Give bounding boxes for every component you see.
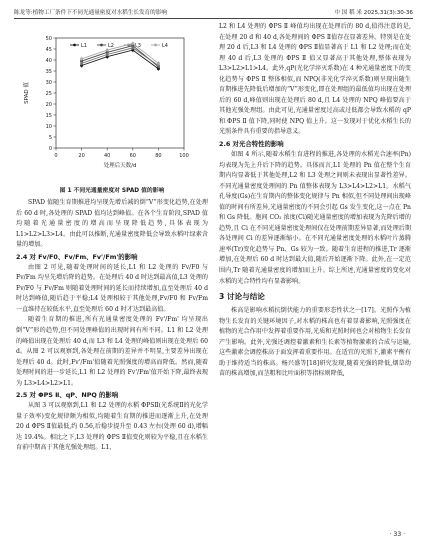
x-tick-label: 80 (155, 153, 162, 159)
y-tick-label: 30 (45, 79, 52, 86)
y-tick-label: 45 (45, 46, 52, 53)
data-point (106, 49, 109, 52)
section-heading-2-6: 2.6 对光合特性的影响 (219, 140, 284, 149)
header-right: 中 国 稻 米 2025,31(3):30-36 (334, 10, 413, 16)
right-column (219, 22, 411, 380)
y-tick-label: 35 (45, 68, 52, 75)
page-number: · 33 · (389, 531, 405, 538)
legend-marker (154, 44, 157, 47)
running-header (14, 6, 413, 20)
y-tick-label: 25 (45, 90, 52, 97)
left-column (16, 22, 208, 454)
legend-marker (100, 44, 103, 47)
x-tick-label: 20 (78, 153, 85, 159)
section-heading-3: 3 讨论与结论 (219, 292, 265, 302)
x-axis-label: 处理后天数/d (103, 163, 137, 169)
paragraph: 从图 3 可以观察到,L1 和 L2 处理的水稻 ΦPSⅡ(光系统Ⅱ的光化学量子效率)变化规律颇为相似,均随着生育期的推进而逐渐上升,在处理 20 d ΦPS Ⅱ值最低,约 0.56,后稳步提升至 0.43 左右(处理 60 d),增幅达 19.4%。相比之下,L3 处理的 ΦPS Ⅱ值变化则较为平稳,且在水稻生育前中期高于其他光强处理组。L1、 (16, 402, 208, 452)
legend-marker (73, 44, 76, 47)
x-tick-label: 100 (179, 153, 189, 159)
y-tick-label: 20 (45, 101, 52, 108)
x-tick-label: 0 (54, 153, 58, 159)
legend-label: L2 (108, 42, 114, 49)
paragraph: 随着生育期的推进,所有光通量密度处理的 Fv'/Fm' 均呈现出倒“V”形的趋势,但不同处理峰值的出现时间有所不同。L1 和 L2 处理的峰值出现在处理后 40 d,而 L3 和 L4 处理的峰值则出现在处理后 60 d。从图 2 可以观察到,各处理在前期的差异并不明显,主要差异出现在处理后 40 d。此时,Fv'/Fm'值随着光照强度的增高而降低。然而,随着处理时间的进一步延长,L1 和 L2 处理的 Fv'/Fm'值开始下降,最终表现为 L3>L4>L2>L1。 (16, 316, 208, 387)
paragraph: L2 和 L4 处理的 ΦPS Ⅱ 峰值均出现在处理后的 80 d,值得注意的是,在处理 20 d 和 40 d,各处理间的 ΦPS Ⅱ值存在显著差异。特别是在处理 20 d 后,L3 和 L4 处理的 ΦPS Ⅱ值显著高于 L1 和 L2 处理;而在处理 40 d 后,L3 处理的 ΦPS Ⅱ 值又显著高于其他处理,整体表现为 L3>L2>L1>L4。此外,qP(光化学淬灭系数)在 4 种光通量密度下的变化趋势与 ΦPS Ⅱ 整体相似,而 NPQ(非光化学淬灭系数)则呈现出随生育期推进先降低后增加的“V”形变化,即在处理组的最低值均出现在处理后的 60 d,峰值则出现在处理后 80 d,且 L4 处理的 NPQ 峰值要高于其他光强处理组。由此可见,光通量密度过高或过低都会导致水稻的 qP 和 ΦPS Ⅱ 值下降,同时使 NPQ 值上升。这一发现对于优化水稻生长的光照条件具有重要的指导意义。 (219, 23, 411, 136)
y-tick-label: 40 (45, 57, 52, 64)
y-tick-label: 10 (45, 123, 52, 130)
section-heading-2-4: 2.4 对 Fv/F0、Fv/Fm、Fv'/Fm'的影响 (16, 252, 138, 261)
legend-label: L1 (81, 42, 87, 49)
x-tick-label: 40 (104, 153, 111, 159)
paragraph: 如图 4 所示,随着水稻生育进程的推进,各处理的水稻光合速率(Pn)均表现为先上升后下降的趋势。具体而言,L1 处理的 Pn 值在整个生育期内均显著低于其他处理,L2 和 L3 处理之间则未表现出显著性差异。不同光通量密度处理间的 Pn 值整体表现为 L3>L4>L2>L1。水稻气孔导度(Gs)在生育期内的整体变化规律与 Pn 相似,但不同处理间出现峰值的时间有所差异,光通量密度的不同会引起 Gs 发生变化,这一点在 Pn 和 Gs 降低。胞间 CO₂ 浓度(Ci)随光通量密度的增加表现为先降后增的趋势,且 Ci 在不同光通量密度处理间仅在处理前期差异显著,而处理后期各处理间 Ci 的差异逐渐缩小。在不同光通量密度处理的水稻叶片蒸腾速率(Tr)变化趋势与 Pn、Gs 较为一致。随着生育进程的推进,Tr 逐渐增加,在处理后 60 d 时达到最大值,随后开始逐渐下降。此外,在一定范围内,Tr 随着光通量密度的增加而上升。综上所述,光通量密度的变化对水稻的光合特性均有显著影响。 (219, 151, 411, 285)
data-point (131, 42, 134, 45)
legend-label: L4 (162, 42, 168, 49)
plot-frame (56, 38, 184, 148)
series-line (82, 46, 159, 67)
y-tick-label: 15 (45, 112, 52, 119)
y-tick-label: 5 (48, 134, 52, 141)
figure-caption: 图 1 不同光通量密度对 SPAD 值的影响 (59, 188, 165, 194)
data-point (131, 46, 134, 49)
legend-label: L3 (135, 42, 141, 49)
section-heading-2-5: 2.5 对 ΦPS Ⅱ、qP、NPQ 的影响 (16, 391, 119, 400)
x-tick-label: 60 (129, 153, 136, 159)
data-point (157, 62, 160, 65)
y-tick-label: 50 (45, 35, 52, 42)
paragraph: 株高是影响水稻抗倒伏能力的重要形态性状之一[17]。光照作为植物生长发育的关键环境因子,对水稻的株高也有着显著影响,光照强度在植物的光合作用中发挥着重要作用,光质和光照时间也会对植物生长发育产生影响。此外,光强还调控着激素和生长素等植物激素的合成与运输,这些激素会调控株高于面发挥着重要作用。在适宜的光照下,激素平衡有助于维持适当的株高。杨兴盛等[18]研究发现,随着光强的降低,烟草幼苗的株高增加,而茎粗和比叶面积等指标则降低, (219, 307, 411, 378)
header-rule (14, 18, 413, 19)
data-point (80, 57, 83, 60)
figure-1 (16, 22, 208, 186)
paragraph: 由图 2 可见,随着处理时间的延长,L1 和 L2 处理的 Fv/F0 与 Fv/Fm 均呈先增后降的趋势。在处理后 40 d 时达到最高值,L3 处理的 Fv/F0 与 Fv/Fm 则随着处理时间的延长而持续增加,直至处理后 40 d 时达到峰值,随后趋于平稳;L4 处理相较于其他处理,Fv/F0 和 Fv/Fm 一直维持在较低水平,直至处理后 60 d 时才达到最高值。 (16, 263, 208, 313)
data-point (80, 62, 83, 65)
spad-line-chart (16, 22, 208, 174)
data-point (106, 53, 109, 56)
y-axis-label: SPAD 值 (24, 82, 30, 104)
paragraph: SPAD 值随生育期推进均呈现先增后减的倒“V”形变化趋势,在处理后 60 d 时,各处理的 SPAD 值均达到峰值。在各个生育阶段,SPAD 值均随着光通量密度的增高而呈现降低趋势,具体表现为 L1>L2>L3>L4。由此可以推断,光通量密度降低会导致水稻叶绿素含量的增加。 (16, 199, 208, 249)
header-left: 陈龙等:植物工厂条件下不同光通量密度对水稻生长发育的影响 (14, 10, 167, 16)
y-tick-label: 0 (48, 145, 52, 152)
